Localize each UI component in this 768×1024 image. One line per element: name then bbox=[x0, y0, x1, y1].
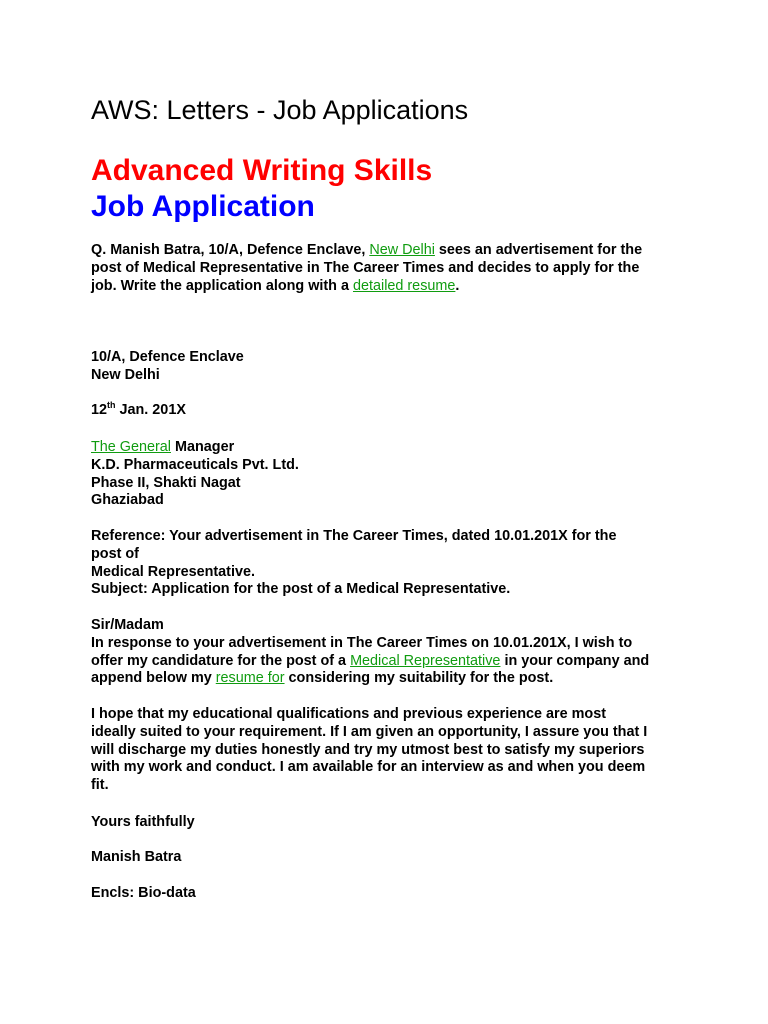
body2-line-5: fit. bbox=[91, 777, 109, 794]
body1-line-1: In response to your advertisement in The Career Times on 10.01.201X, I wish to bbox=[91, 634, 633, 651]
section-heading-red: Advanced Writing Skills bbox=[91, 154, 433, 187]
body-text: considering my suitability for the post. bbox=[284, 670, 554, 687]
recipient-line-2: K.D. Pharmaceuticals Pvt. Ltd. bbox=[91, 456, 299, 473]
link-new-delhi[interactable]: New Delhi bbox=[369, 242, 435, 258]
link-detailed-resume[interactable]: detailed resume bbox=[352, 277, 456, 294]
reference-line-3: Medical Representative. bbox=[91, 563, 255, 580]
reference-line-1: Reference: Your advertisement in The Career Times, dated 10.01.201X for the bbox=[91, 528, 617, 544]
section-heading-blue: Job Application bbox=[91, 190, 315, 223]
subject-line: Subject: Application for the post of a Medical Representative. bbox=[91, 581, 511, 598]
body1-line-3 bbox=[91, 670, 691, 688]
body-text: in your company and bbox=[500, 652, 650, 669]
letter-date bbox=[91, 402, 691, 420]
body2-line-2: ideally suited to your requirement. If I am given an opportunity, I assure you that I bbox=[91, 723, 648, 740]
closing: Yours faithfully bbox=[91, 814, 195, 830]
signature: Manish Batra bbox=[91, 849, 182, 865]
link-medical-representative[interactable]: Medical Representative bbox=[350, 652, 501, 669]
recipient-text: Manager bbox=[171, 439, 235, 455]
link-the-general[interactable]: The General bbox=[91, 439, 171, 455]
body2-line-3: will discharge my duties honestly and try my utmost best to satisfy my superiors bbox=[91, 741, 645, 758]
question-line-3 bbox=[91, 278, 691, 296]
question-line-2: post of Medical Representative in The Career Times and decides to apply for the bbox=[91, 259, 640, 276]
salutation: Sir/Madam bbox=[91, 617, 164, 633]
body-text: offer my candidature for the post of a bbox=[91, 652, 351, 669]
body-text: append below my bbox=[91, 670, 216, 687]
sender-line-2: New Delhi bbox=[91, 366, 160, 383]
question-text: sees an advertisement for the bbox=[434, 242, 643, 258]
date-suffix: th bbox=[107, 400, 116, 410]
body2-line-1: I hope that my educational qualifications and previous experience are most bbox=[91, 706, 606, 722]
sender-line-1: 10/A, Defence Enclave bbox=[91, 349, 244, 365]
body1-line-2 bbox=[91, 653, 691, 671]
question-text: job. Write the application along with a bbox=[91, 277, 353, 294]
date-day: 12 bbox=[91, 402, 108, 418]
sender-address bbox=[91, 349, 691, 385]
recipient-line-3: Phase II, Shakti Nagat bbox=[91, 474, 241, 491]
reference-block bbox=[91, 528, 691, 599]
body-paragraph-2 bbox=[91, 706, 691, 795]
recipient-address bbox=[91, 439, 691, 510]
enclosure: Encls: Bio-data bbox=[91, 885, 196, 901]
recipient-line-4: Ghaziabad bbox=[91, 492, 164, 509]
date-rest: Jan. 201X bbox=[115, 402, 186, 418]
page-title: AWS: Letters - Job Applications bbox=[91, 95, 469, 125]
body2-line-4: with my work and conduct. I am available for an interview as and when you deem bbox=[91, 759, 646, 776]
question-paragraph bbox=[91, 242, 691, 295]
link-resume-for[interactable]: resume for bbox=[215, 670, 285, 687]
body-paragraph-1 bbox=[91, 617, 691, 688]
question-text: . bbox=[455, 277, 460, 294]
reference-line-2: post of bbox=[91, 545, 139, 562]
question-line-1 bbox=[91, 242, 691, 260]
question-text: Q. Manish Batra, 10/A, Defence Enclave, bbox=[91, 242, 370, 258]
recipient-line-1 bbox=[91, 439, 691, 457]
